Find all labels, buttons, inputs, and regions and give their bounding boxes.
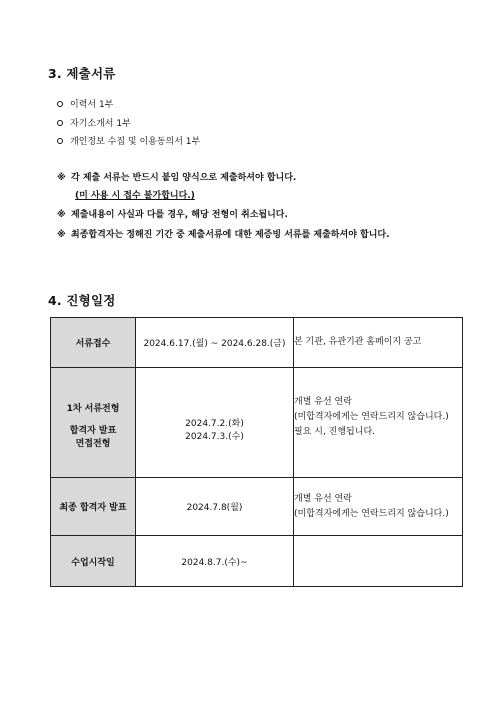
list-item (57, 97, 113, 110)
row-date-merged (136, 368, 294, 478)
note-text: 제출내용이 사실과 다를 경우, 해당 전형이 취소됩니다. (71, 210, 288, 220)
row-label: 서류접수 (51, 318, 136, 368)
row-date: 2024.7.3.(수) (185, 431, 244, 442)
section-title-schedule: 4. 진형일정 (48, 293, 116, 308)
note-line (57, 227, 390, 240)
row-date: 2024.7.2.(화) (185, 418, 244, 429)
row-note-merged (294, 368, 463, 478)
table-row (51, 368, 463, 478)
schedule-table (50, 317, 463, 587)
list-item (57, 116, 131, 129)
row-note: 본 기관, 유관기관 홈페이지 공고 (294, 318, 463, 368)
table-row (51, 536, 463, 587)
circle-bullet-icon (57, 101, 63, 107)
note-subline: (미 사용 시 접수 불가합니다.) (75, 191, 195, 201)
row-label: 수업시작일 (51, 536, 136, 587)
reference-mark-icon: ※ (57, 210, 66, 220)
row-date: 2024.7.8(월) (136, 478, 294, 536)
reference-mark-icon: ※ (57, 173, 66, 183)
section-title-documents: 3. 제출서류 (48, 66, 116, 81)
note-text: 최종합격자는 정해진 기간 중 제출서류에 대한 제증빙 서류를 제출하셔야 합니다. (71, 230, 390, 240)
row-note: 개별 유선 연락 (미합격자에게는 연락드리지 않습니다.) (294, 397, 449, 422)
row-note (294, 536, 463, 587)
circle-bullet-icon (57, 120, 63, 126)
row-label: 면접전형 (75, 438, 111, 449)
row-date: 2024.6.17.(월) ~ 2024.6.28.(금) (136, 318, 294, 368)
row-label-line: 합격자 발표 (69, 425, 117, 436)
row-label-merged (51, 368, 136, 478)
table-row (51, 318, 463, 368)
list-item-label: 개인정보 수집 및 이용동의서 1부 (70, 137, 201, 147)
row-label: 최종 합격자 발표 (51, 478, 136, 536)
list-item (57, 134, 200, 147)
row-note: 개별 유선 연락 (미합격자에게는 연락드리지 않습니다.) (294, 493, 449, 519)
reference-mark-icon: ※ (57, 230, 66, 240)
note-text: 각 제출 서류는 반드시 붙임 양식으로 제출하셔야 합니다. (71, 173, 297, 183)
row-note: 필요 시, 진행됩니다. (294, 427, 375, 437)
row-label-line: 1차 서류전형 (66, 403, 120, 414)
table-row (51, 478, 463, 536)
note-line (57, 170, 296, 183)
row-date: 2024.8.7.(수)~ (136, 536, 294, 587)
list-item-label: 이력서 1부 (70, 100, 114, 110)
row-note-cell (294, 478, 463, 536)
list-item-label: 자기소개서 1부 (70, 119, 131, 129)
note-line (57, 207, 288, 220)
circle-bullet-icon (57, 138, 63, 144)
